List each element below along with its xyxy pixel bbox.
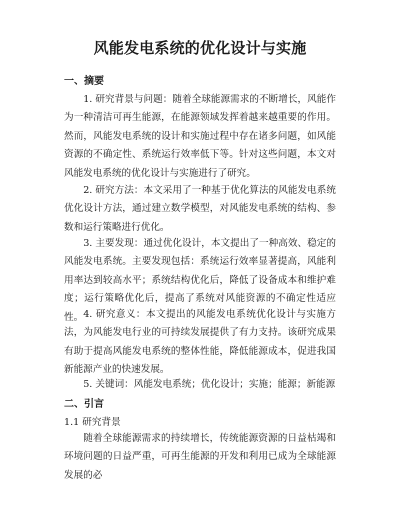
section-heading-introduction: 二、引言 [64, 399, 104, 410]
paragraph-findings: 3. 主要发现：通过优化设计，本文提出了一种高效、稳定的风能发电系统。主要发现包括：系统运行效率显著提高，风能利用率达到较高水平；系统结构优化后，降低了设备成本和维护难度；运行策略优化后，提高了系统对风能资源的不确定性适应性。 [64, 238, 336, 323]
paragraph-significance: 4. 研究意义：本文提出的风能发电系统优化设计与实施方法，为风能发电行业的可持续发展提供了有力支持。该研究成果有助于提高风能发电系统的整体性能，降低能源成本，促进我国新能源产业的快速发展。 [64, 309, 336, 376]
paragraph-method: 2. 研究方法：本文采用了一种基于优化算法的风能发电系统优化设计方法，通过建立数学模型，对风能发电系统的结构、参数和运行策略进行优化。 [64, 185, 336, 233]
paragraph-background: 1. 研究背景与问题：随着全球能源需求的不断增长，风能作为一种清洁可再生能源，在能源领域发挥着越来越重要的作用。然而，风能发电系统的设计和实施过程中存在诸多问题，如风能资源的不确定性、系统运行效率低下等。针对这些问题，本文对风能发电系统的优化设计与实施进行了研究。 [64, 94, 336, 179]
section-heading-abstract: 一、摘要 [64, 76, 104, 87]
paragraph-keywords: 5. 关键词：风能发电系统；优化设计；实施；能源；新能源 [83, 379, 336, 390]
subsection-heading-background: 1.1 研究背景 [64, 417, 121, 428]
paragraph-intro-background: 随着全球能源需求的持续增长，传统能源资源的日益枯竭和环境问题的日益严重，可再生能源的开发和利用已成为全球能源发展的必 [64, 433, 336, 481]
document-title: 风能发电系统的优化设计与实施 [93, 39, 307, 57]
